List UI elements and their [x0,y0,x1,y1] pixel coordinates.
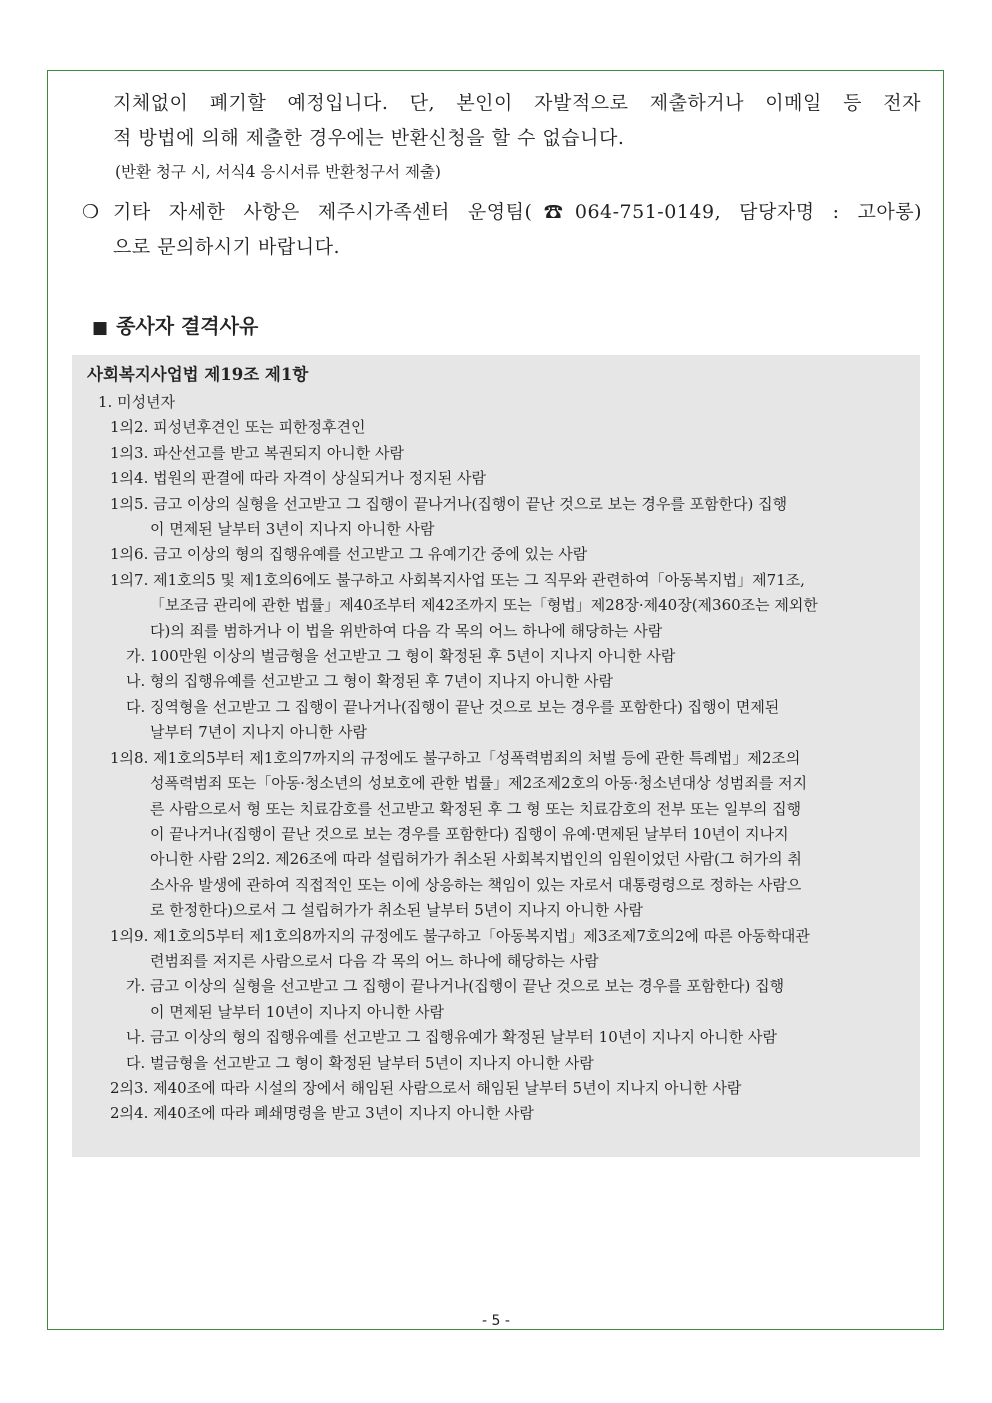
law-item: 2의3. 제40조에 따라 시설의 장에서 해임된 사람으로서 해임된 날부터 5년이 지나지 아니한 사람 [110,1078,742,1097]
law-item-continuation: 「보조금 관리에 관한 법률」제40조부터 제42조까지 또는「형법」제28장·제40장(제360조는 제외한 [150,596,818,615]
page-number: - 5 - [482,1313,510,1329]
law-subitem-continuation: 날부터 7년이 지나지 아니한 사람 [150,723,367,742]
intro-line: 적 방법에 의해 제출한 경우에는 반환신청을 할 수 없습니다. [113,127,625,149]
law-items [72,390,920,1127]
intro-line: 지체없이 폐기할 예정입니다. 단, 본인이 자발적으로 제출하거나 이메일 등 전자 [113,92,921,114]
law-item: 1의5. 금고 이상의 실형을 선고받고 그 집행이 끝나거나(집행이 끝난 것으로 보는 경우를 포함한다) 집행 [110,494,788,513]
intro-paragraph [113,86,921,156]
section-title: 종사자 결격사유 [116,314,259,338]
return-note: (반환 청구 시, 서식4 응시서류 반환청구서 제출) [115,163,441,181]
law-subitem: 나. 형의 집행유예를 선고받고 그 형이 확정된 후 7년이 지나지 아니한 사람 [126,672,613,691]
law-item-continuation: 성폭력범죄 또는「아동·청소년의 성보호에 관한 법률」제2조제2호의 아동·청소년대상 성범죄를 저지 [150,774,808,793]
law-item-continuation: 다)의 죄를 범하거나 이 법을 위반하여 다음 각 목의 어느 하나에 해당하는 사람 [150,621,663,640]
square-bullet-icon: ■ [92,318,109,338]
law-item: 1의2. 피성년후견인 또는 피한정후견인 [110,418,366,437]
law-item-continuation: 로 한정한다)으로서 그 설립허가가 취소된 날부터 5년이 지나지 아니한 사람 [150,901,644,920]
section-heading [92,309,258,345]
circle-bullet-icon: ❍ [82,201,100,223]
contact-line: 으로 문의하시기 바랍니다. [113,236,341,258]
law-subitem: 나. 금고 이상의 형의 집행유예를 선고받고 그 집행유예가 확정된 날부터 10년이 지나지 아니한 사람 [126,1028,777,1047]
contact-paragraph [82,195,922,265]
law-item-continuation: 른 사람으로서 형 또는 치료감호를 선고받고 확정된 후 그 형 또는 치료감호의 전부 또는 일부의 집행 [150,799,802,818]
law-item-continuation: 소사유 발생에 관하여 직접적인 또는 이에 상응하는 책임이 있는 자로서 대통령령으로 정하는 사람으 [150,875,802,894]
law-item: 1의7. 제1호의5 및 제1호의6에도 불구하고 사회복지사업 또는 그 직무와 관련하여「아동복지법」제71조, [110,570,805,589]
law-box [72,355,920,1157]
law-subitem: 가. 100만원 이상의 벌금형을 선고받고 그 형이 확정된 후 5년이 지나지 아니한 사람 [126,647,676,666]
contact-line: 기타 자세한 사항은 제주시가족센터 운영팀(☎064-751-0149, 담당자명 : 고아롱) [113,201,922,223]
law-subitem: 다. 징역형을 선고받고 그 집행이 끝나거나(집행이 끝난 것으로 보는 경우를 포함한다) 집행이 면제된 [126,697,780,716]
law-item: 1. 미성년자 [98,393,176,411]
law-item: 1의9. 제1호의5부터 제1호의8까지의 규정에도 불구하고「아동복지법」제3조제7호의2에 따른 아동학대관 [110,926,810,945]
law-subitem: 가. 금고 이상의 실형을 선고받고 그 집행이 끝나거나(집행이 끝난 것으로 보는 경우를 포함한다) 집행 [126,977,785,996]
law-item: 1의3. 파산선고를 받고 복권되지 아니한 사람 [110,443,405,462]
law-item: 2의4. 제40조에 따라 폐쇄명령을 받고 3년이 지나지 아니한 사람 [110,1104,534,1123]
law-title: 사회복지사업법 제19조 제1항 [87,365,309,384]
law-item-continuation: 이 끝나거나(집행이 끝난 것으로 보는 경우를 포함한다) 집행이 유예·면제된 날부터 10년이 지나지 [150,824,789,843]
law-item-continuation: 아니한 사람 2의2. 제26조에 따라 설립허가가 취소된 사회복지법인의 임원이었던 사람(그 허가의 취 [150,850,802,869]
law-item-continuation: 련범죄를 저지른 사람으로서 다음 각 목의 어느 하나에 해당하는 사람 [150,951,599,970]
law-item: 1의8. 제1호의5부터 제1호의7까지의 규정에도 불구하고「성폭력범죄의 처벌 등에 관한 특례법」제2조의 [110,748,801,767]
law-item: 1의6. 금고 이상의 형의 집행유예를 선고받고 그 유예기간 중에 있는 사람 [110,545,588,564]
law-item: 1의4. 법원의 판결에 따라 자격이 상실되거나 정지된 사람 [110,469,487,488]
law-subitem: 다. 벌금형을 선고받고 그 형이 확정된 날부터 5년이 지나지 아니한 사람 [126,1053,594,1072]
law-item-continuation: 이 면제된 날부터 3년이 지나지 아니한 사람 [150,520,435,539]
law-subitem-continuation: 이 면제된 날부터 10년이 지나지 아니한 사람 [150,1002,445,1021]
